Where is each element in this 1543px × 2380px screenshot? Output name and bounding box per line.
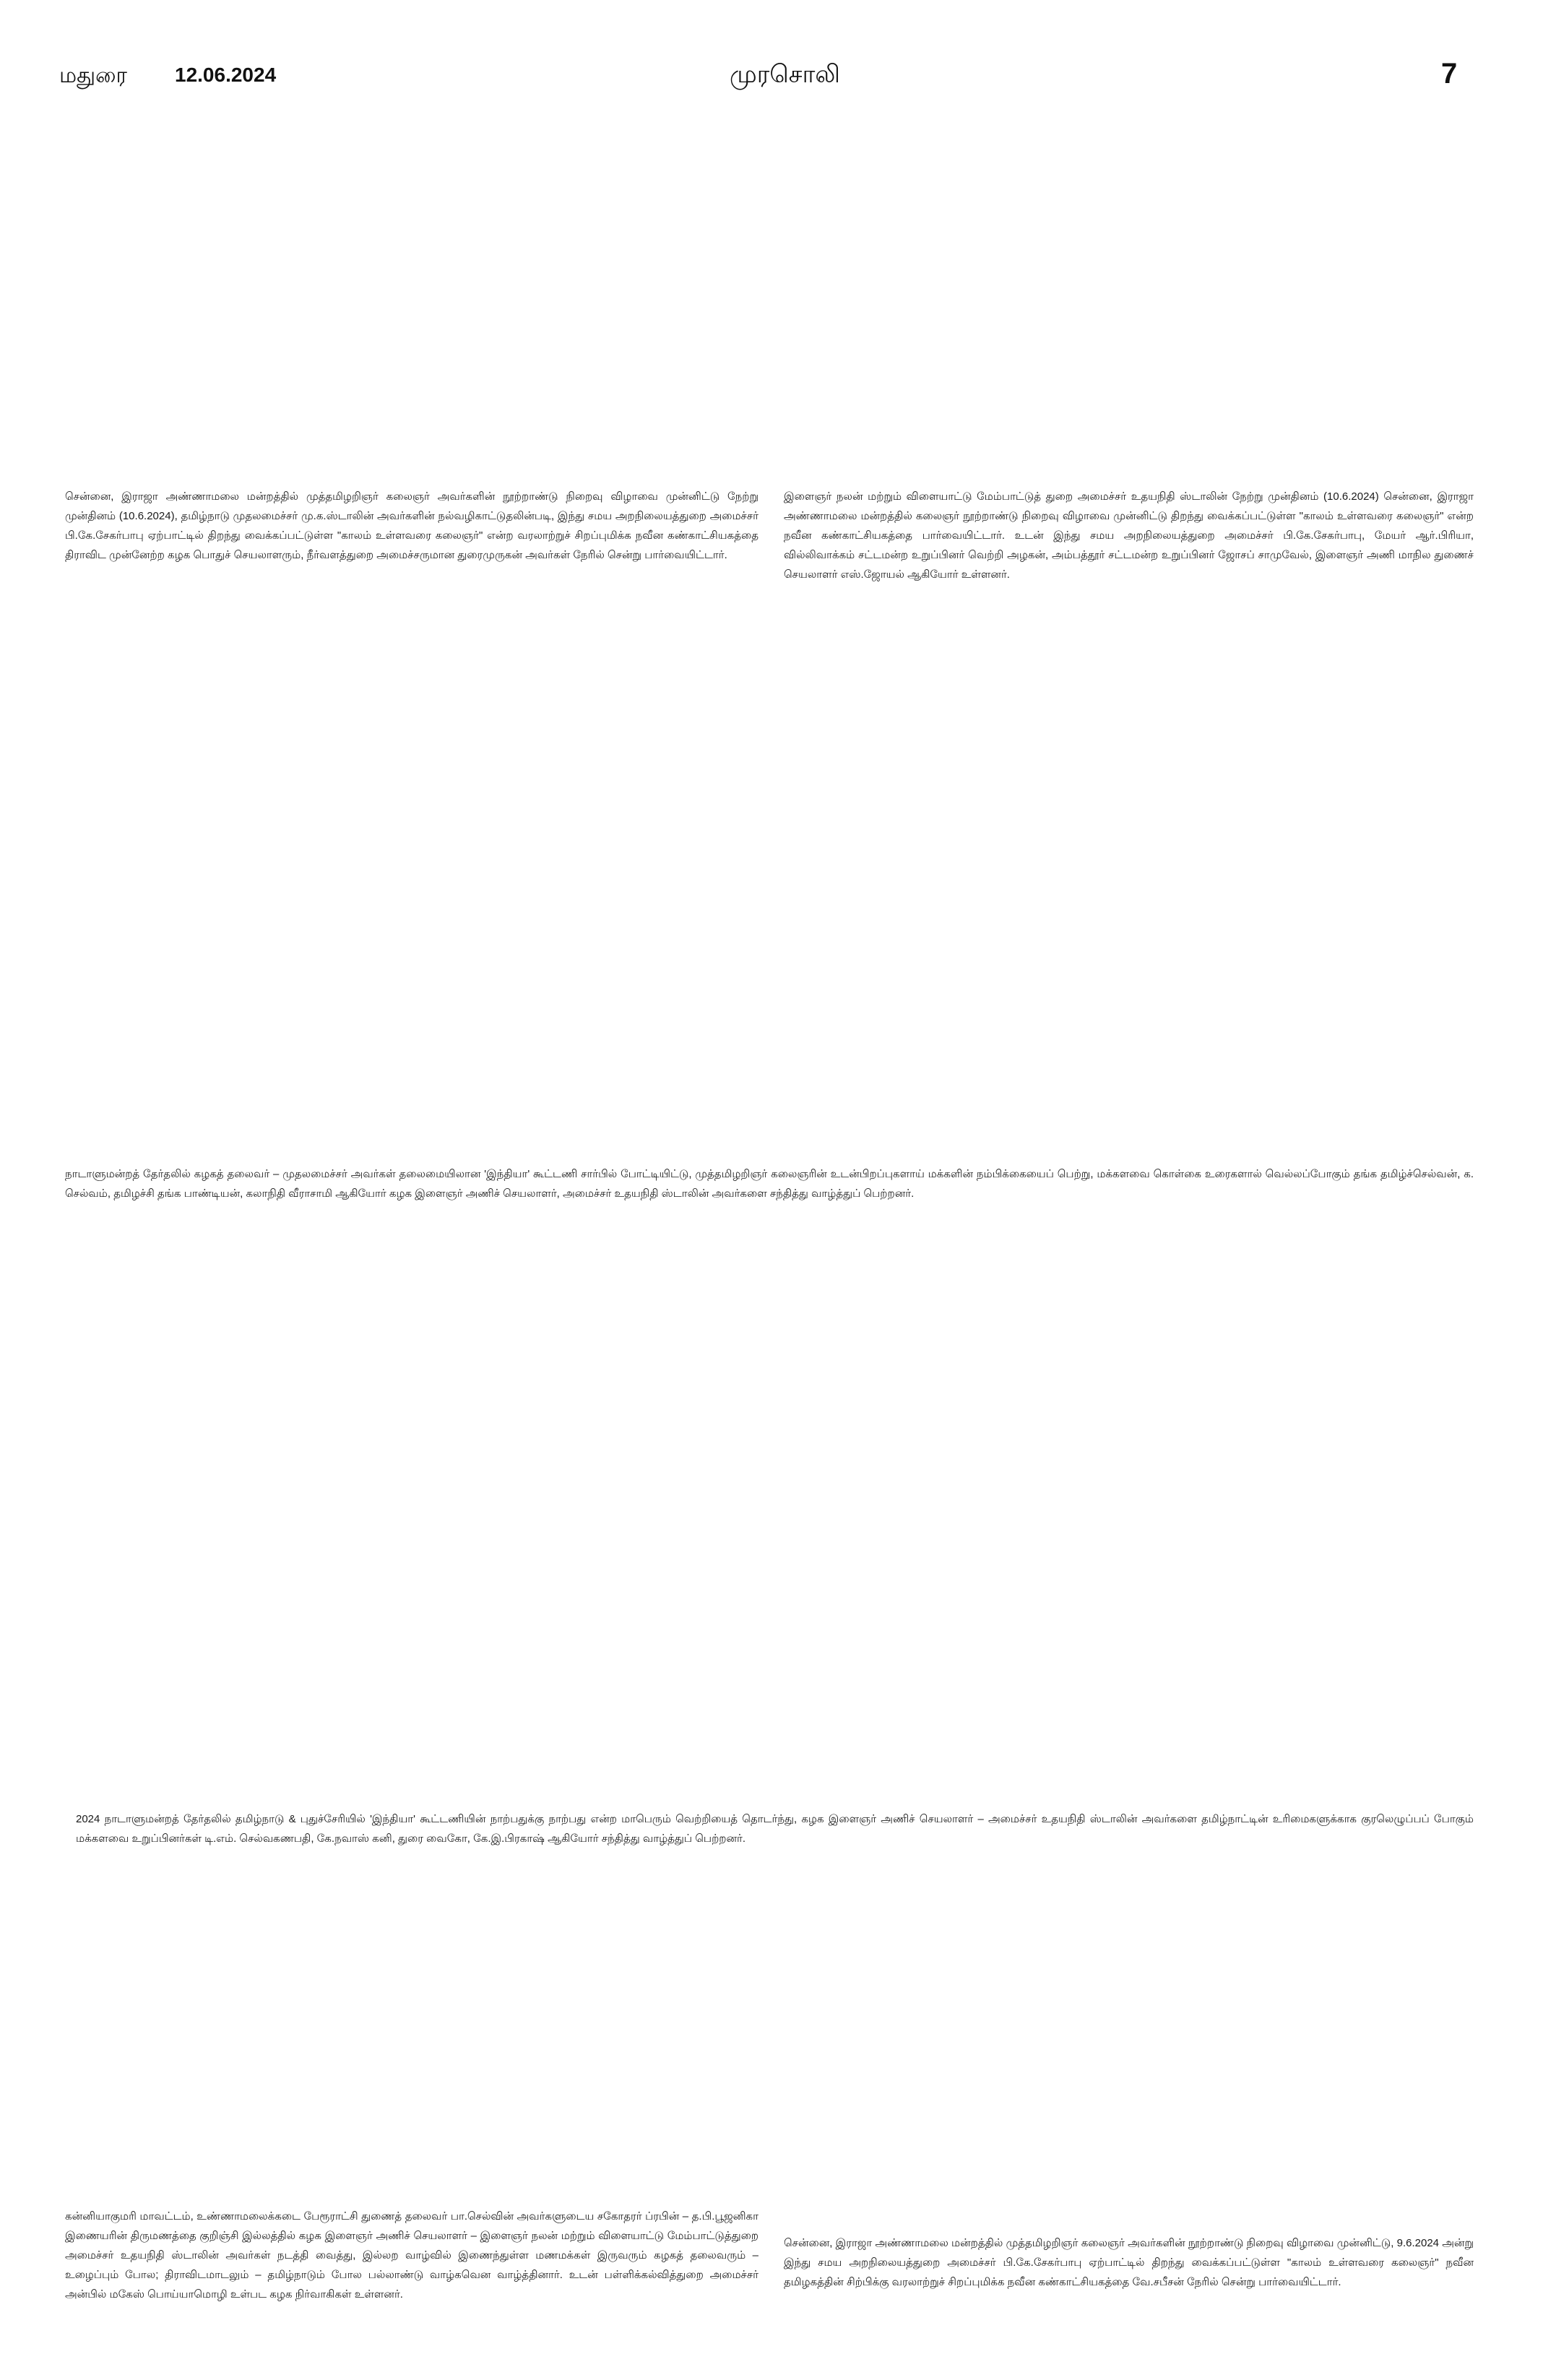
edition-city: மதுரை bbox=[59, 64, 128, 87]
caption-bottom-left: கன்னியாகுமரி மாவட்டம், உண்ணாமலைக்கடை பேரூராட்சி துணைத் தலைவர் பா.செல்வின் அவர்களுடைய சகோதரர் ப்ரபின் – த.பி.பூஜனிகா இணையரின் திருமணத்தை குறிஞ்சி இல்லத்தில் கழக இளைஞர் அணிச் செயலாளர் – இளைஞர் நலன் மற்றும் விளையாட்டு மேம்பாட்டுத்துறை அமைச்சர் உதயநிதி ஸ்டாலின் அவர்கள் நடத்தி வைத்து, இல்லற வாழ்வில் இணைந்துள்ள மணமக்கள் இருவரும் கழகத் தலைவரும் – உழைப்பும் போல; திராவிடமாடலும் – தமிழ்நாடும் போல பல்லாண்டு வாழ்கவென வாழ்த்தினார். உடன் பள்ளிக்கல்வித்துறை அமைச்சர் அன்பில் மகேஸ் பொய்யாமொழி உள்பட கழக நிர்வாகிகள் உள்ளனர். bbox=[65, 2210, 758, 2301]
caption-middle: நாடாளுமன்றத் தேர்தலில் கழகத் தலைவர் – முதலமைச்சர் அவர்கள் தலைமையிலான 'இந்தியா' கூட்டணி சார்பில் போட்டியிட்டு, முத்தமிழறிஞர் கலைஞரின் உடன்பிறப்புகளாய் மக்களின் நம்பிக்கையைப் பெற்று, மக்களவை கொள்கை உரைகளால் வெல்லப்போகும் தங்க தமிழ்ச்செல்வன், க. செல்வம், தமிழச்சி தங்க பாண்டியன், கலாநிதி வீராசாமி ஆகியோர் கழக இளைஞர் அணிச் செயலாளர், அமைச்சர் உதயநிதி ஸ்டாலின் அவர்களை சந்தித்து வாழ்த்துப் பெற்றனர். bbox=[65, 1168, 1474, 1200]
caption-top-left: சென்னை, இராஜா அண்ணாமலை மன்றத்தில் முத்தமிழறிஞர் கலைஞர் அவர்களின் நூற்றாண்டு நிறைவு விழாவை முன்னிட்டு நேற்று முன்தினம் (10.6.2024), தமிழ்நாடு முதலமைச்சர் மு.க.ஸ்டாலின் அவர்களின் நல்வழிகாட்டுதலின்படி, இந்து சமய அறநிலையத்துறை அமைச்சர் பி.கே.சேகர்பாபு ஏற்பாட்டில் திறந்து வைக்கப்பட்டுள்ள "காலம் உள்ளவரை கலைஞர்" என்ற வரலாற்றுச் சிறப்புமிக்க நவீன கண்காட்சியகத்தை திராவிட முன்னேற்ற கழக பொதுச் செயலாளரும், நீர்வளத்துறை அமைச்சருமான துரைமுருகன் அவர்கள் நேரில் சென்று பார்வையிட்டார். bbox=[65, 490, 758, 561]
caption-top-right: இளைஞர் நலன் மற்றும் விளையாட்டு மேம்பாட்டுத் துறை அமைச்சர் உதயநிதி ஸ்டாலின் நேற்று முன்தினம் (10.6.2024) சென்னை, இராஜா அண்ணாமலை மன்றத்தில் கலைஞர் நூற்றாண்டு நிறைவு விழாவை முன்னிட்டு திறந்து வைக்கப்பட்டுள்ள "காலம் உள்ளவரை கலைஞர்" என்ற நவீன கண்காட்சியகத்தை பார்வையிட்டார். உடன் இந்து சமய அறநிலையத்துறை அமைச்சர் பி.கே.சேகர்பாபு, மேயர் ஆர்.பிரியா, வில்லிவாக்கம் சட்டமன்ற உறுப்பினர் வெற்றி அழகன், அம்பத்தூர் சட்டமன்ற உறுப்பினர் ஜோசப் சாமுவேல், இளைஞர் அணி மாநில துணைச் செயலாளர் எஸ்.ஜோயல் ஆகியோர் உள்ளனர். bbox=[784, 490, 1474, 581]
photo-lower bbox=[61, 1228, 1477, 1799]
page-header bbox=[0, 58, 1543, 101]
photo-bottom-left bbox=[61, 1878, 755, 2196]
caption-lower: 2024 நாடாளுமன்றத் தேர்தலில் தமிழ்நாடு & புதுச்சேரியில் 'இந்தியா' கூட்டணியின் நாற்பதுக்கு நாற்பது என்ற மாபெரும் வெற்றியைத் தொடர்ந்து, கழக இளைஞர் அணிச் செயலாளர் – அமைச்சர் உதயநிதி ஸ்டாலின் அவர்களை தமிழ்நாட்டின் உரிமைகளுக்காக குரலெழுப்பப் போகும் மக்களவை உறுப்பினர்கள் டி.எம். செல்வகணபதி, கே.நவாஸ் கனி, துரை வைகோ, கே.இ.பிரகாஷ் ஆகியோர் சந்தித்து வாழ்த்துப் பெற்றனர். bbox=[76, 1813, 1474, 1845]
photo-bottom-right bbox=[784, 1878, 1477, 2217]
newspaper-title: முரசொலி bbox=[730, 61, 840, 88]
caption-bottom-right: சென்னை, இராஜா அண்ணாமலை மன்றத்தில் முத்தமிழறிஞர் கலைஞர் அவர்களின் நூற்றாண்டு நிறைவு விழாவை முன்னிட்டு, 9.6.2024 அன்று இந்து சமய அறநிலையத்துறை அமைச்சர் பி.கே.சேகர்பாபு ஏற்பாட்டில் திறந்து வைக்கப்பட்டுள்ள "காலம் உள்ளவரை கலைஞர்" நவீன தமிழகத்தின் சிற்பிக்கு வரலாற்றுச் சிறப்புமிக்க நவீன கண்காட்சியகத்தை வே.சபீசன் நேரில் சென்று பார்வையிட்டார். bbox=[784, 2237, 1474, 2288]
page-number: 7 bbox=[1441, 58, 1458, 90]
photo-top-left bbox=[61, 123, 755, 477]
edition-date: 12.06.2024 bbox=[175, 64, 277, 86]
photo-middle bbox=[61, 607, 1477, 1156]
photo-top-right bbox=[784, 123, 1477, 477]
